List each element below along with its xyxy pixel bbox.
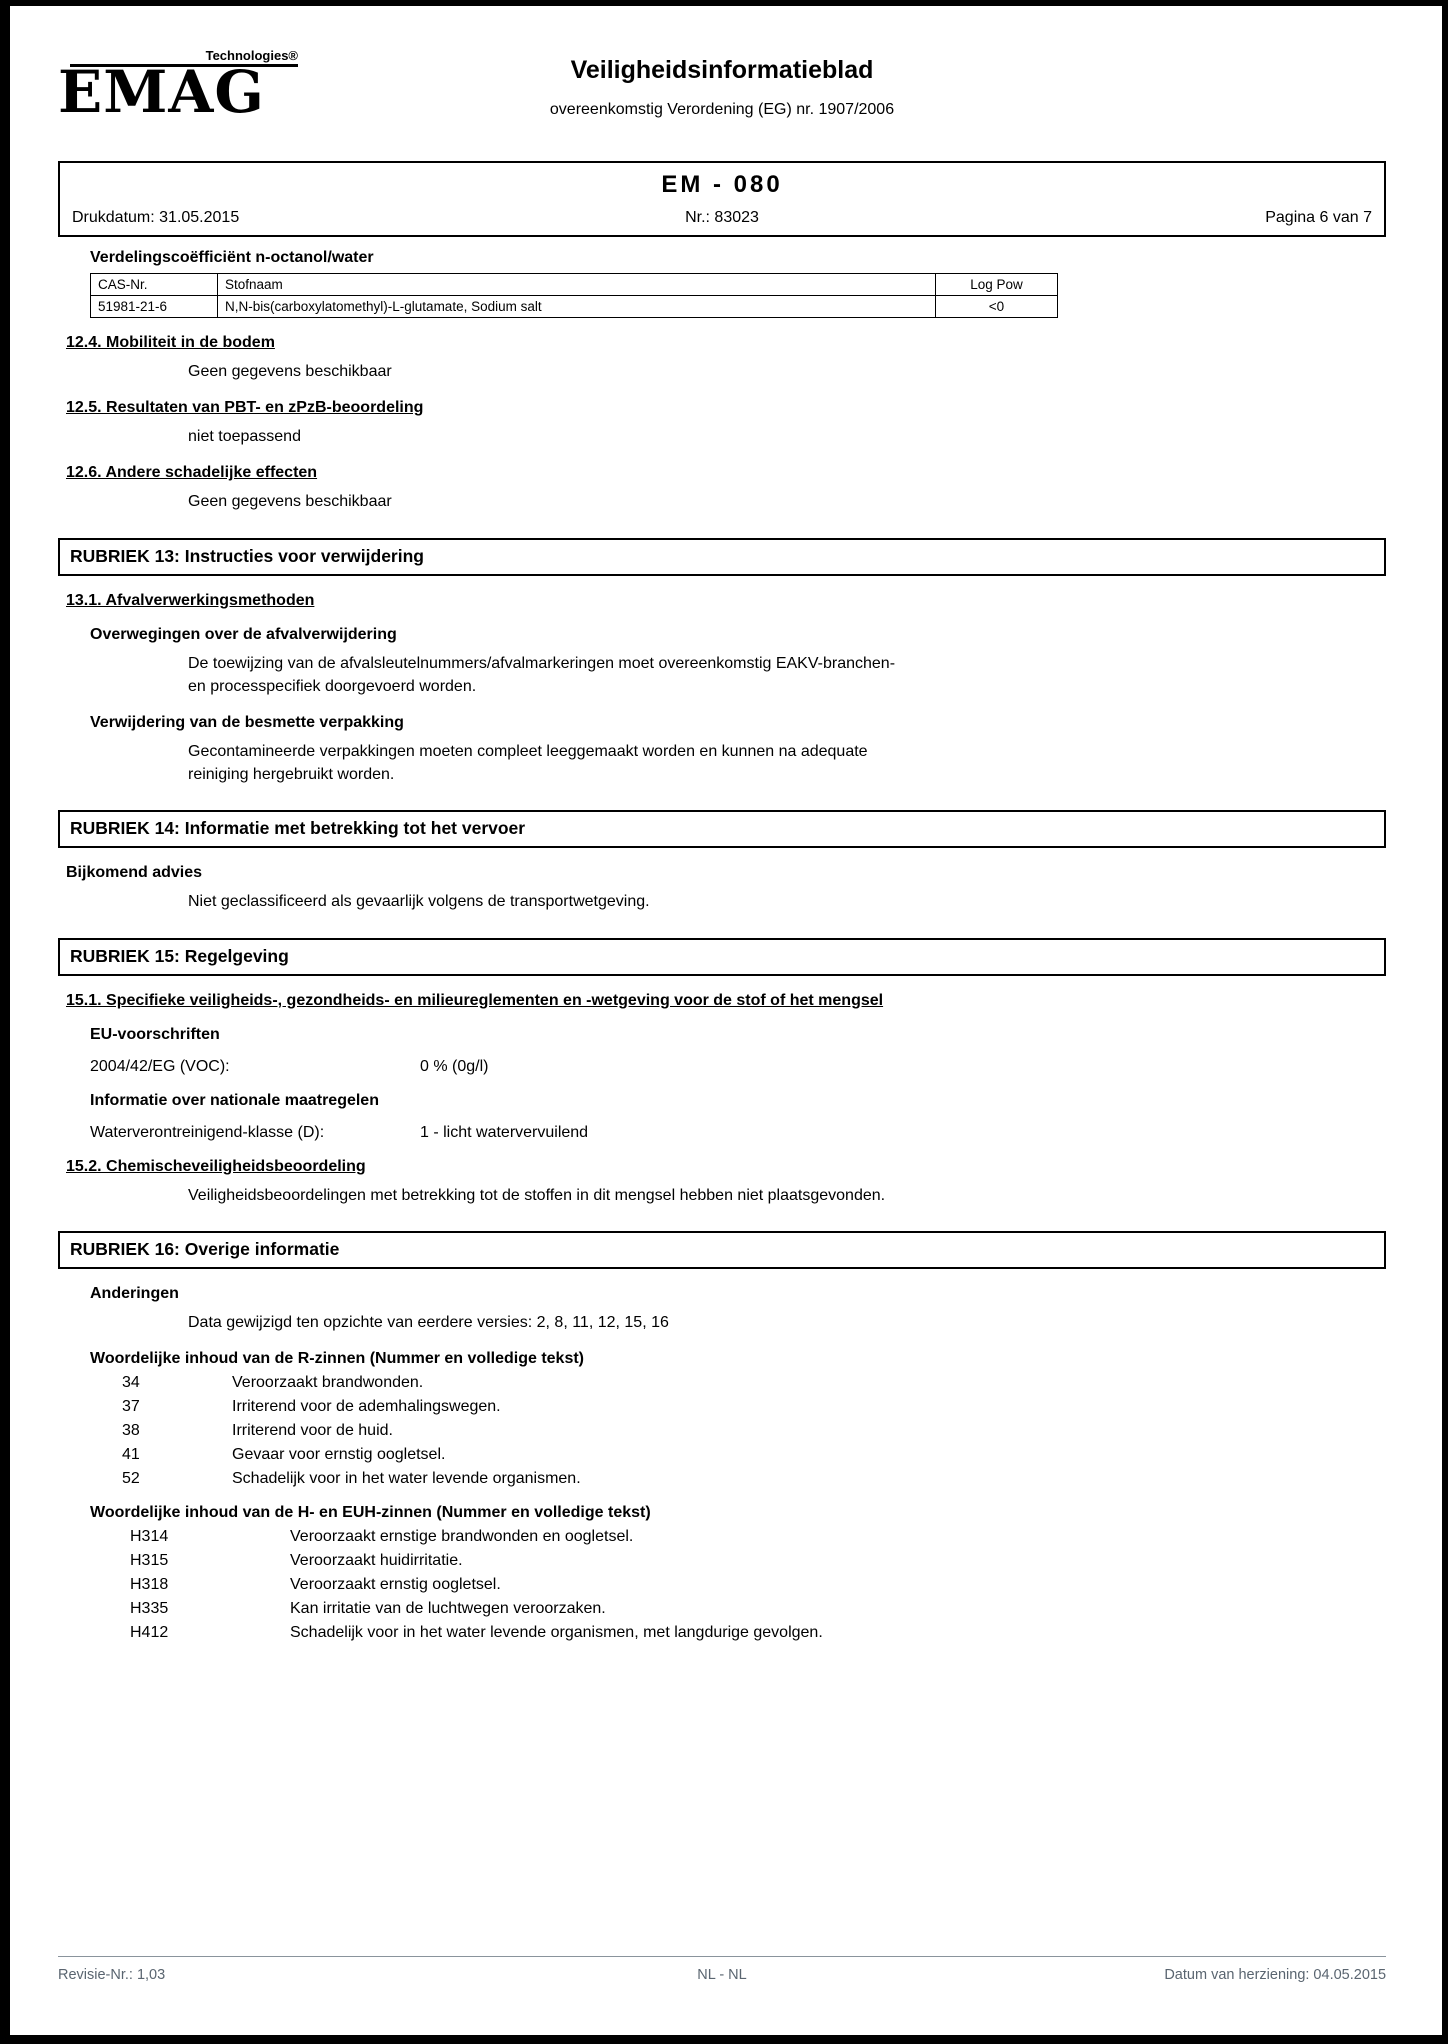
h-phrase-code: H335 — [130, 1599, 169, 1617]
h-phrase-row — [130, 1528, 1386, 1546]
r-phrase-code: 52 — [122, 1469, 140, 1487]
additional-advice-text: Niet geclassificeerd als gevaarlijk volgens de transportwetgeving. — [188, 893, 650, 911]
water-hazard-value: 1 - licht watervervuilend — [420, 1123, 589, 1141]
locale-indicator: NL - NL — [697, 1967, 747, 1983]
r-phrase-code: 34 — [122, 1373, 140, 1391]
r-phrase-code: 41 — [122, 1445, 140, 1463]
emag-logo — [58, 48, 298, 126]
r-phrase-text: Schadelijk voor in het water levende organismen. — [232, 1469, 581, 1487]
page-indicator: Pagina 6 van 7 — [1265, 209, 1372, 226]
logo-emag-text: EMAG — [58, 58, 265, 126]
water-hazard-row — [90, 1124, 1386, 1142]
packaging-disposal-text — [188, 740, 1386, 786]
section-15-2-heading: 15.2. Chemischeveiligheidsbeoordeling — [66, 1157, 366, 1175]
voc-row — [90, 1058, 1386, 1076]
rubriek-16-header: RUBRIEK 16: Overige informatie — [58, 1231, 1386, 1269]
page-footer — [58, 1956, 1386, 1983]
r-phrase-row — [122, 1422, 1386, 1440]
section-13-1-heading: 13.1. Afvalverwerkingsmethoden — [66, 591, 315, 609]
product-code: EM - 080 — [661, 171, 783, 198]
revision-date: Datum van herziening: 04.05.2015 — [1164, 1967, 1387, 1983]
packaging-disposal-line-1: Gecontamineerde verpakkingen moeten compleet leeggemaakt worden en kunnen na adequate — [188, 742, 868, 760]
h-phrase-code: H314 — [130, 1527, 169, 1545]
h-phrase-row — [130, 1600, 1386, 1618]
water-hazard-label: Waterverontreinigend-klasse (D): — [90, 1123, 325, 1141]
cell-substance-name: N,N-bis(carboxylatomethyl)-L-glutamate, Sodium salt — [218, 296, 936, 318]
section-12-5-text: niet toepassend — [188, 428, 301, 446]
h-phrase-code: H315 — [130, 1551, 169, 1569]
national-measures-heading: Informatie over nationale maatregelen — [90, 1091, 379, 1109]
r-phrase-text: Irriterend voor de ademhalingswegen. — [232, 1397, 501, 1415]
h-phrase-text: Veroorzaakt ernstig oogletsel. — [290, 1575, 501, 1593]
waste-considerations-heading: Overwegingen over de afvalverwijdering — [90, 625, 397, 643]
r-phrase-code: 38 — [122, 1421, 140, 1439]
rubriek-13-header: RUBRIEK 13: Instructies voor verwijdering — [58, 538, 1386, 576]
print-date: Drukdatum: 31.05.2015 — [72, 209, 240, 226]
voc-value: 0 % (0g/l) — [420, 1057, 489, 1075]
changes-heading: Anderingen — [90, 1284, 179, 1302]
r-phrases-heading: Woordelijke inhoud van de R-zinnen (Nummer en volledige tekst) — [90, 1349, 584, 1367]
table-header-cas: CAS-Nr. — [91, 274, 218, 296]
r-phrase-code: 37 — [122, 1397, 140, 1415]
waste-considerations-line-2: en processpecifiek doorgevoerd worden. — [188, 677, 477, 695]
partition-table-header-row — [91, 274, 1058, 296]
eu-regulations-heading: EU-voorschriften — [90, 1025, 220, 1043]
h-phrase-row — [130, 1576, 1386, 1594]
section-12-4-heading: 12.4. Mobiliteit in de bodem — [66, 334, 275, 351]
product-header-box — [58, 161, 1386, 237]
partition-table — [90, 273, 1058, 318]
section-12-6-text: Geen gegevens beschikbaar — [188, 493, 392, 511]
page-header — [58, 48, 1386, 153]
rubriek-15-header: RUBRIEK 15: Regelgeving — [58, 938, 1386, 976]
h-phrase-code: H318 — [130, 1575, 169, 1593]
section-12-6-heading: 12.6. Andere schadelijke effecten — [66, 464, 318, 482]
r-phrase-row — [122, 1446, 1386, 1464]
h-phrase-text: Schadelijk voor in het water levende organismen, met langdurige gevolgen. — [290, 1623, 823, 1641]
cell-cas-number: 51981-21-6 — [91, 296, 218, 318]
r-phrase-row — [122, 1374, 1386, 1392]
h-phrases-heading: Woordelijke inhoud van de H- en EUH-zinnen (Nummer en volledige tekst) — [90, 1503, 651, 1521]
partition-coefficient-heading: Verdelingscoëfficiënt n-octanol/water — [90, 249, 374, 266]
table-header-stofnaam: Stofnaam — [218, 274, 936, 296]
document-subtitle: overeenkomstig Verordening (EG) nr. 1907/2006 — [549, 101, 895, 118]
h-phrase-text: Veroorzaakt ernstige brandwonden en oogletsel. — [290, 1527, 634, 1545]
logo-technologies-label: Technologies® — [70, 48, 298, 67]
h-phrase-row — [130, 1552, 1386, 1570]
r-phrase-text: Irriterend voor de huid. — [232, 1421, 393, 1439]
waste-considerations-text — [188, 652, 1386, 698]
table-header-logpow: Log Pow — [936, 274, 1058, 296]
r-phrase-text: Veroorzaakt brandwonden. — [232, 1373, 424, 1391]
r-phrase-row — [122, 1470, 1386, 1488]
section-15-1-heading: 15.1. Specifieke veiligheids-, gezondheids- en milieureglementen en -wetgeving voor de stof of het mengsel — [66, 991, 884, 1009]
document-title: Veiligheidsinformatieblad — [570, 56, 874, 84]
r-phrase-row — [122, 1398, 1386, 1416]
cell-logpow-value: <0 — [936, 296, 1058, 318]
h-phrase-text: Kan irritatie van de luchtwegen veroorzaken. — [290, 1599, 606, 1617]
changes-text: Data gewijzigd ten opzichte van eerdere versies: 2, 8, 11, 12, 15, 16 — [188, 1313, 669, 1331]
section-12-4-text: Geen gegevens beschikbaar — [188, 363, 392, 380]
r-phrase-text: Gevaar voor ernstig oogletsel. — [232, 1445, 446, 1463]
section-15-2-text: Veiligheidsbeoordelingen met betrekking tot de stoffen in dit mengsel hebben niet plaatsgevonden. — [188, 1186, 886, 1204]
voc-label: 2004/42/EG (VOC): — [90, 1057, 230, 1075]
h-phrase-text: Veroorzaakt huidirritatie. — [290, 1551, 463, 1569]
document-info-row — [72, 209, 1372, 227]
document-number: Nr.: 83023 — [685, 209, 759, 226]
packaging-disposal-heading: Verwijdering van de besmette verpakking — [90, 713, 404, 731]
revision-number: Revisie-Nr.: 1,03 — [58, 1967, 166, 1983]
additional-advice-heading: Bijkomend advies — [66, 864, 203, 882]
section-12-5-heading: 12.5. Resultaten van PBT- en zPzB-beoordeling — [66, 399, 424, 417]
h-phrase-code: H412 — [130, 1623, 169, 1641]
rubriek-14-header: RUBRIEK 14: Informatie met betrekking tot het vervoer — [58, 810, 1386, 848]
document-title-block — [550, 56, 894, 119]
partition-table-data-row — [91, 296, 1058, 318]
h-phrase-row — [130, 1624, 1386, 1642]
packaging-disposal-line-2: reiniging hergebruikt worden. — [188, 766, 395, 784]
waste-considerations-line-1: De toewijzing van de afvalsleutelnummers/afvalmarkeringen moet overeenkomstig EAKV-branchen- — [188, 654, 896, 672]
